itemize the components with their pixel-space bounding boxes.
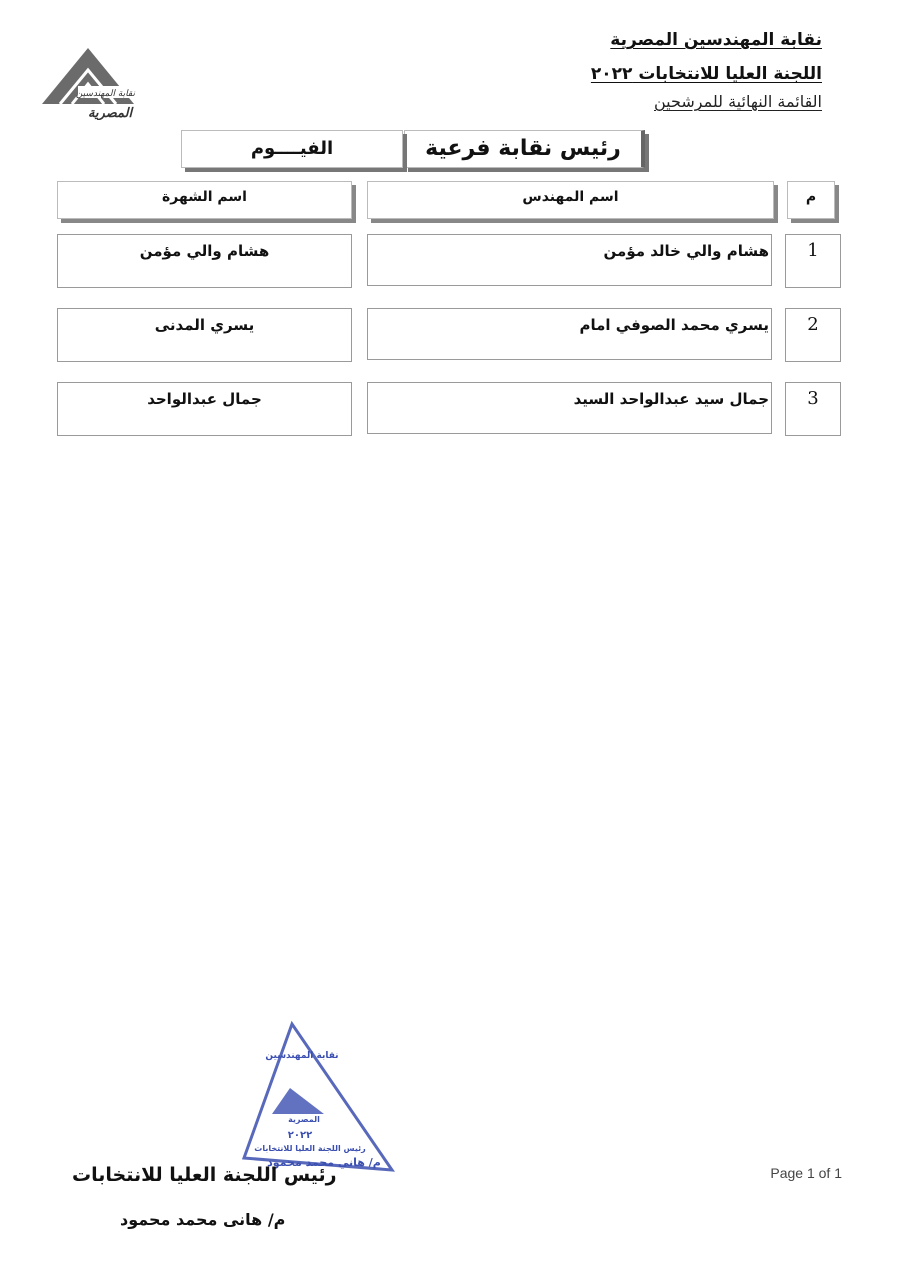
svg-text:نقابة المهندسين: نقابة المهندسين [75,89,135,99]
branch-name: الفيــــوم [181,130,403,168]
page-indicator: Page 1 of 1 [770,1165,842,1181]
pyramid-logo-icon [38,44,138,120]
engineer-name-cell: هشام والي خالد مؤمن [367,234,772,286]
known-as-cell: جمال عبدالواحد [57,382,352,436]
engineers-syndicate-logo [38,44,138,120]
triangle-stamp-icon [232,1018,398,1188]
svg-text:رئيس اللجنة العليا للانتخابات: رئيس اللجنة العليا للانتخابات [254,1144,366,1153]
row-number: 2 [785,308,841,362]
engineer-name-cell: يسري محمد الصوفي امام [367,308,772,360]
official-stamp [232,1018,398,1188]
header-number: م [787,181,835,219]
position-title: رئيس نقابة فرعية [404,130,645,168]
row-number: 1 [785,234,841,288]
signature-title: رئيس اللجنة العليا للانتخابات [72,1164,337,1186]
known-as-cell: يسري المدنى [57,308,352,362]
svg-text:م/ هاني محمد محمود: م/ هاني محمد محمود [267,1156,381,1169]
svg-text:المصرية: المصرية [288,1115,320,1124]
svg-text:٢٠٢٢: ٢٠٢٢ [287,1130,313,1141]
list-title: القائمة النهائية للمرشحين [654,92,822,111]
header-known-as: اسم الشهرة [57,181,352,219]
known-as-cell: هشام والي مؤمن [57,234,352,288]
committee-title: اللجنة العليا للانتخابات ٢٠٢٢ [590,64,822,84]
svg-text:المصرية: المصرية [87,106,133,120]
header-engineer-name: اسم المهندس [367,181,774,219]
row-number: 3 [785,382,841,436]
svg-text:نقابة المهندسين: نقابة المهندسين [265,1051,339,1061]
engineer-name-cell: جمال سيد عبدالواحد السيد [367,382,772,434]
signature-name: م/ هانى محمد محمود [120,1210,286,1229]
organization-title: نقابة المهندسين المصرية [610,30,822,50]
